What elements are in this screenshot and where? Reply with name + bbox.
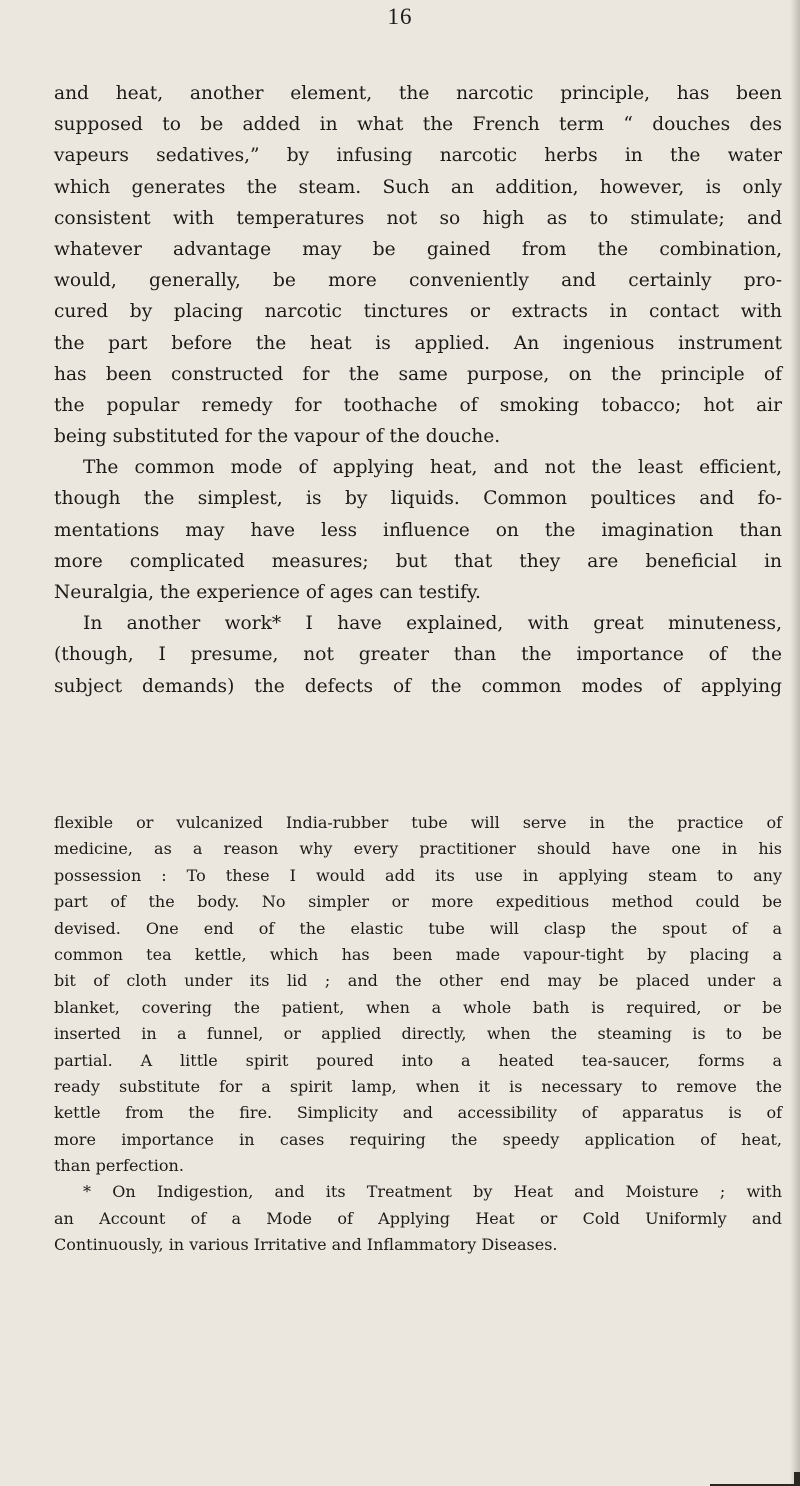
text-line: has been constructed for the same purpose, on the principle of	[54, 363, 782, 385]
text-line: though the simplest, is by liquids. Common poultices and fo-	[54, 488, 782, 510]
text-line: (though, I presume, not greater than the importance of the	[54, 644, 782, 666]
text-line: In another work* I have explained, with great minuteness,	[83, 613, 782, 635]
text-line: being substituted for the vapour of the douche.	[54, 426, 501, 448]
page-number: 16	[387, 4, 413, 29]
footnote-block	[54, 810, 782, 1259]
note-line: common tea kettle, which has been made vapour-tight by placing a	[54, 944, 782, 964]
note-line: medicine, as a reason why every practitioner should have one in his	[54, 839, 782, 859]
text-line: supposed to be added in what the French term “ douches des	[54, 114, 782, 136]
note-line: part of the body. No simpler or more expeditious method could be	[54, 892, 782, 912]
note-line: possession : To these I would add its use in applying steam to any	[54, 865, 782, 885]
note-line: kettle from the fire. Simplicity and accessibility of apparatus is of	[54, 1103, 782, 1123]
text-line: The common mode of applying heat, and not the least efficient,	[83, 457, 782, 479]
note-line: more importance in cases requiring the speedy application of heat,	[54, 1129, 782, 1149]
note-line: than perfection.	[54, 1156, 184, 1176]
note-line: blanket, covering the patient, when a whole bath is required, or be	[54, 997, 782, 1017]
note-line: ready substitute for a spirit lamp, when it is necessary to remove the	[54, 1076, 782, 1096]
note-line: inserted in a funnel, or applied directly, when the steaming is to be	[54, 1024, 782, 1044]
text-line: more complicated measures; but that they are beneficial in	[54, 550, 782, 572]
text-line: and heat, another element, the narcotic principle, has been	[54, 83, 782, 104]
text-line: whatever advantage may be gained from the combination,	[54, 238, 782, 260]
text-line: Neuralgia, the experience of ages can testify.	[54, 582, 481, 603]
footnote-line: Continuously, in various Irritative and Inflammatory Diseases.	[54, 1235, 558, 1255]
text-line: the part before the heat is applied. An ingenious instrument	[54, 332, 782, 354]
text-line: consistent with temperatures not so high as to stimulate; and	[54, 207, 782, 229]
text-line: would, generally, be more conveniently and certainly pro-	[54, 270, 782, 292]
text-line: mentations may have less influence on the imagination than	[54, 519, 782, 541]
note-line: bit of cloth under its lid ; and the other end may be placed under a	[54, 971, 782, 991]
main-text	[54, 78, 782, 702]
note-line: devised. One end of the elastic tube will clasp the spout of a	[54, 918, 782, 938]
footnote-line: * On Indigestion, and its Treatment by Heat and Moisture ; with	[83, 1182, 782, 1202]
page-edge-shadow	[790, 0, 800, 1486]
text-line: the popular remedy for toothache of smoking tobacco; hot air	[54, 394, 782, 416]
text-line: subject demands) the defects of the common modes of applying	[54, 675, 782, 697]
text-line: which generates the steam. Such an addition, however, is only	[54, 176, 782, 198]
footnote-line: an Account of a Mode of Applying Heat or Cold Uniformly and	[54, 1208, 782, 1228]
note-line: flexible or vulcanized India-rubber tube will serve in the practice of	[54, 813, 782, 832]
scan-corner-mark	[710, 1472, 800, 1486]
note-line: partial. A little spirit poured into a heated tea-saucer, forms a	[54, 1050, 782, 1070]
text-line: vapeurs sedatives,” by infusing narcotic herbs in the water	[54, 145, 782, 167]
text-line: cured by placing narcotic tinctures or extracts in contact with	[54, 301, 782, 323]
